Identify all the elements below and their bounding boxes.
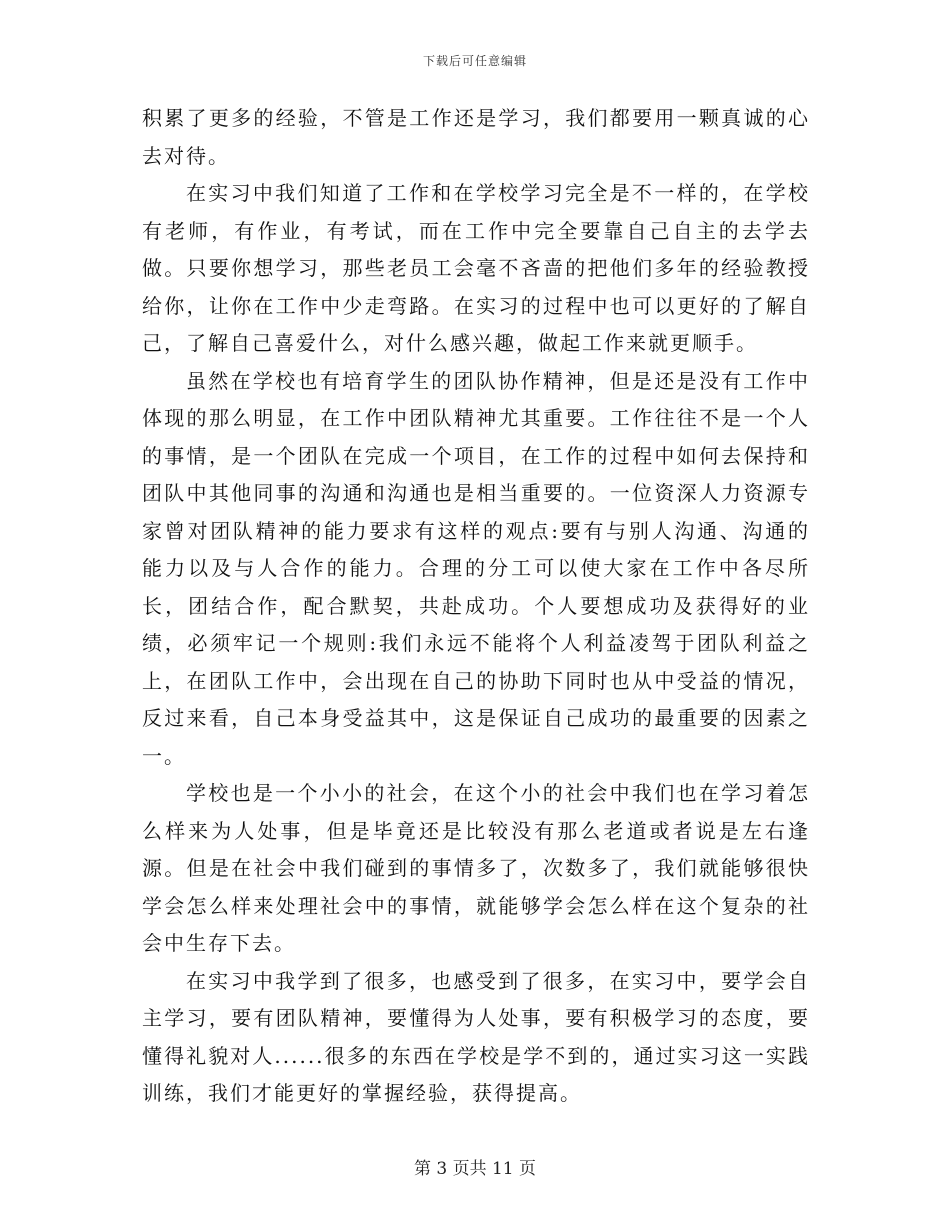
page-footer: 第 3 页共 11 页 [413,1159,537,1179]
paragraph-2: 在实习中我们知道了工作和在学校学习完全是不一样的，在学校有老师，有作业，有考试，而在工作中完全要靠自己自主的去学去做。只要你想学习，那些老员工会毫不吝啬的把他们多年的经验教授给你，让你在工作中少走弯路。在实习的过程中也可以更好的了解自己，了解自己喜爱什么，对什么感兴趣，做起工作来就更顺手。 [142,181,810,355]
paragraph-4: 学校也是一个小小的社会，在这个小的社会中我们也在学习着怎么样来为人处事，但是毕竟还是比较没有那么老道或者说是左右逢源。但是在社会中我们碰到的事情多了，次数多了，我们就能够很快学会怎么样来处理社会中的事情，就能够学会怎么样在这个复杂的社会中生存下去。 [142,781,810,955]
paragraph-3: 虽然在学校也有培育学生的团队协作精神，但是还是没有工作中体现的那么明显，在工作中团队精神尤其重要。工作往往不是一个人的事情，是一个团队在完成一个项目，在工作的过程中如何去保持和团队中其他同事的沟通和沟通也是相当重要的。一位资深人力资源专家曾对团队精神的能力要求有这样的观点:要有与别人沟通、沟通的能力以及与人合作的能力。合理的分工可以使大家在工作中各尽所长，团结合作，配合默契，共赴成功。个人要想成功及获得好的业绩，必须牢记一个规则:我们永远不能将个人利益凌驾于团队利益之上，在团队工作中，会出现在自己的协助下同时也从中受益的情况，反过来看，自己本身受益其中，这是保证自己成功的最重要的因素之一。 [142,368,810,768]
page-header: 下载后可任意编辑 [422,54,527,68]
paragraph-1: 积累了更多的经验，不管是工作还是学习，我们都要用一颗真诚的心去对待。 [142,106,810,168]
paragraph-5: 在实习中我学到了很多，也感受到了很多，在实习中，要学会自主学习，要有团队精神，要懂得为人处事，要有积极学习的态度，要懂得礼貌对人......很多的东西在学校是学不到的，通过实习这一实践训练，我们才能更好的掌握经验，获得提高。 [142,968,810,1105]
document-body [142,100,810,1113]
